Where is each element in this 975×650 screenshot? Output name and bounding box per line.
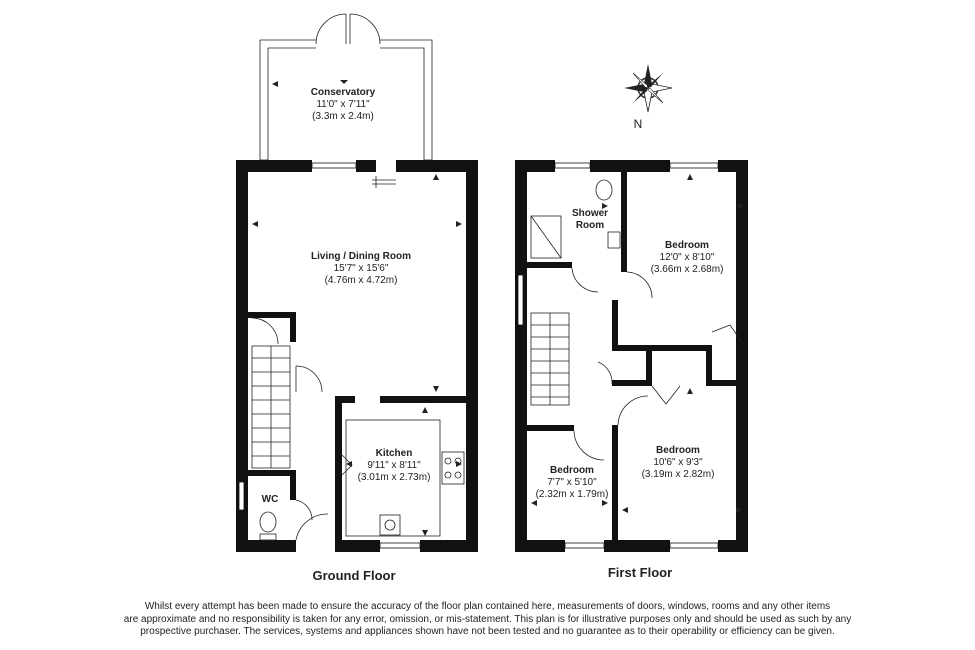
disclaimer-line: are approximate and no responsibility is taken for any error, omission, or mis-statement. This plan is for illustrative purposes only and should be used as such by any (123, 613, 852, 625)
living-room-imperial: 15'7" x 15'6" (333, 263, 389, 274)
kitchen-imperial: 9'11" x 8'11" (367, 460, 421, 471)
bedroom1-metric: (3.66m x 2.68m) (650, 264, 724, 275)
living-room-metric: (4.76m x 4.72m) (324, 275, 398, 286)
conservatory-name: Conservatory (310, 87, 376, 98)
bedroom2-name: Bedroom (656, 445, 700, 456)
conservatory-metric: (3.3m x 2.4m) (312, 111, 374, 122)
sink-icon (380, 515, 400, 535)
bedroom2-imperial: 10'6" x 9'3" (653, 457, 703, 468)
bedroom1-name: Bedroom (665, 240, 709, 251)
ground-floor-plan (236, 14, 478, 583)
sliding-door (372, 176, 396, 188)
bedroom3-name: Bedroom (550, 465, 594, 476)
compass-rose-icon (624, 64, 672, 112)
wc-name: WC (261, 494, 279, 505)
living-room-name: Living / Dining Room (311, 251, 411, 262)
kitchen-name: Kitchen (375, 448, 413, 459)
ground-floor-label: Ground Floor (312, 568, 396, 583)
shower-room-name-line1: Shower (571, 208, 609, 219)
toilet-icon (596, 180, 612, 200)
first-floor-staircase (531, 313, 569, 405)
first-floor-markers (531, 174, 744, 513)
ground-floor-staircase (252, 346, 290, 468)
disclaimer-line: Whilst every attempt has been made to ensure the accuracy of the floor plan contained here, measurements of doors, windows, rooms and any other items (144, 601, 831, 612)
kitchen-metric: (3.01m x 2.73m) (357, 472, 431, 483)
disclaimer (60, 601, 915, 639)
conservatory-imperial: 11'0" x 7'11" (316, 99, 370, 110)
first-floor-label: First Floor (607, 565, 673, 580)
disclaimer-line: prospective purchaser. The services, systems and appliances shown have not been tested and no guarantee as to their operability or efficiency can be given. (140, 626, 835, 637)
ground-floor-windows (239, 163, 420, 548)
bedroom3-metric: (2.32m x 1.79m) (535, 489, 609, 500)
bedroom1-imperial: 12'0" x 8'10" (659, 252, 715, 263)
first-floor-plan (515, 160, 748, 580)
shower-room-fittings (531, 180, 620, 258)
first-floor-doors (572, 268, 744, 460)
wc-fittings (260, 512, 276, 540)
hob-icon (442, 452, 464, 484)
bedroom3-imperial: 7'7" x 5'10" (547, 477, 597, 488)
shower-room-name-line2: Room (575, 220, 605, 231)
toilet-icon (260, 512, 276, 532)
basin-icon (608, 232, 620, 248)
compass-north-label: N (633, 117, 643, 131)
bedroom2-metric: (3.19m x 2.82m) (641, 469, 715, 480)
